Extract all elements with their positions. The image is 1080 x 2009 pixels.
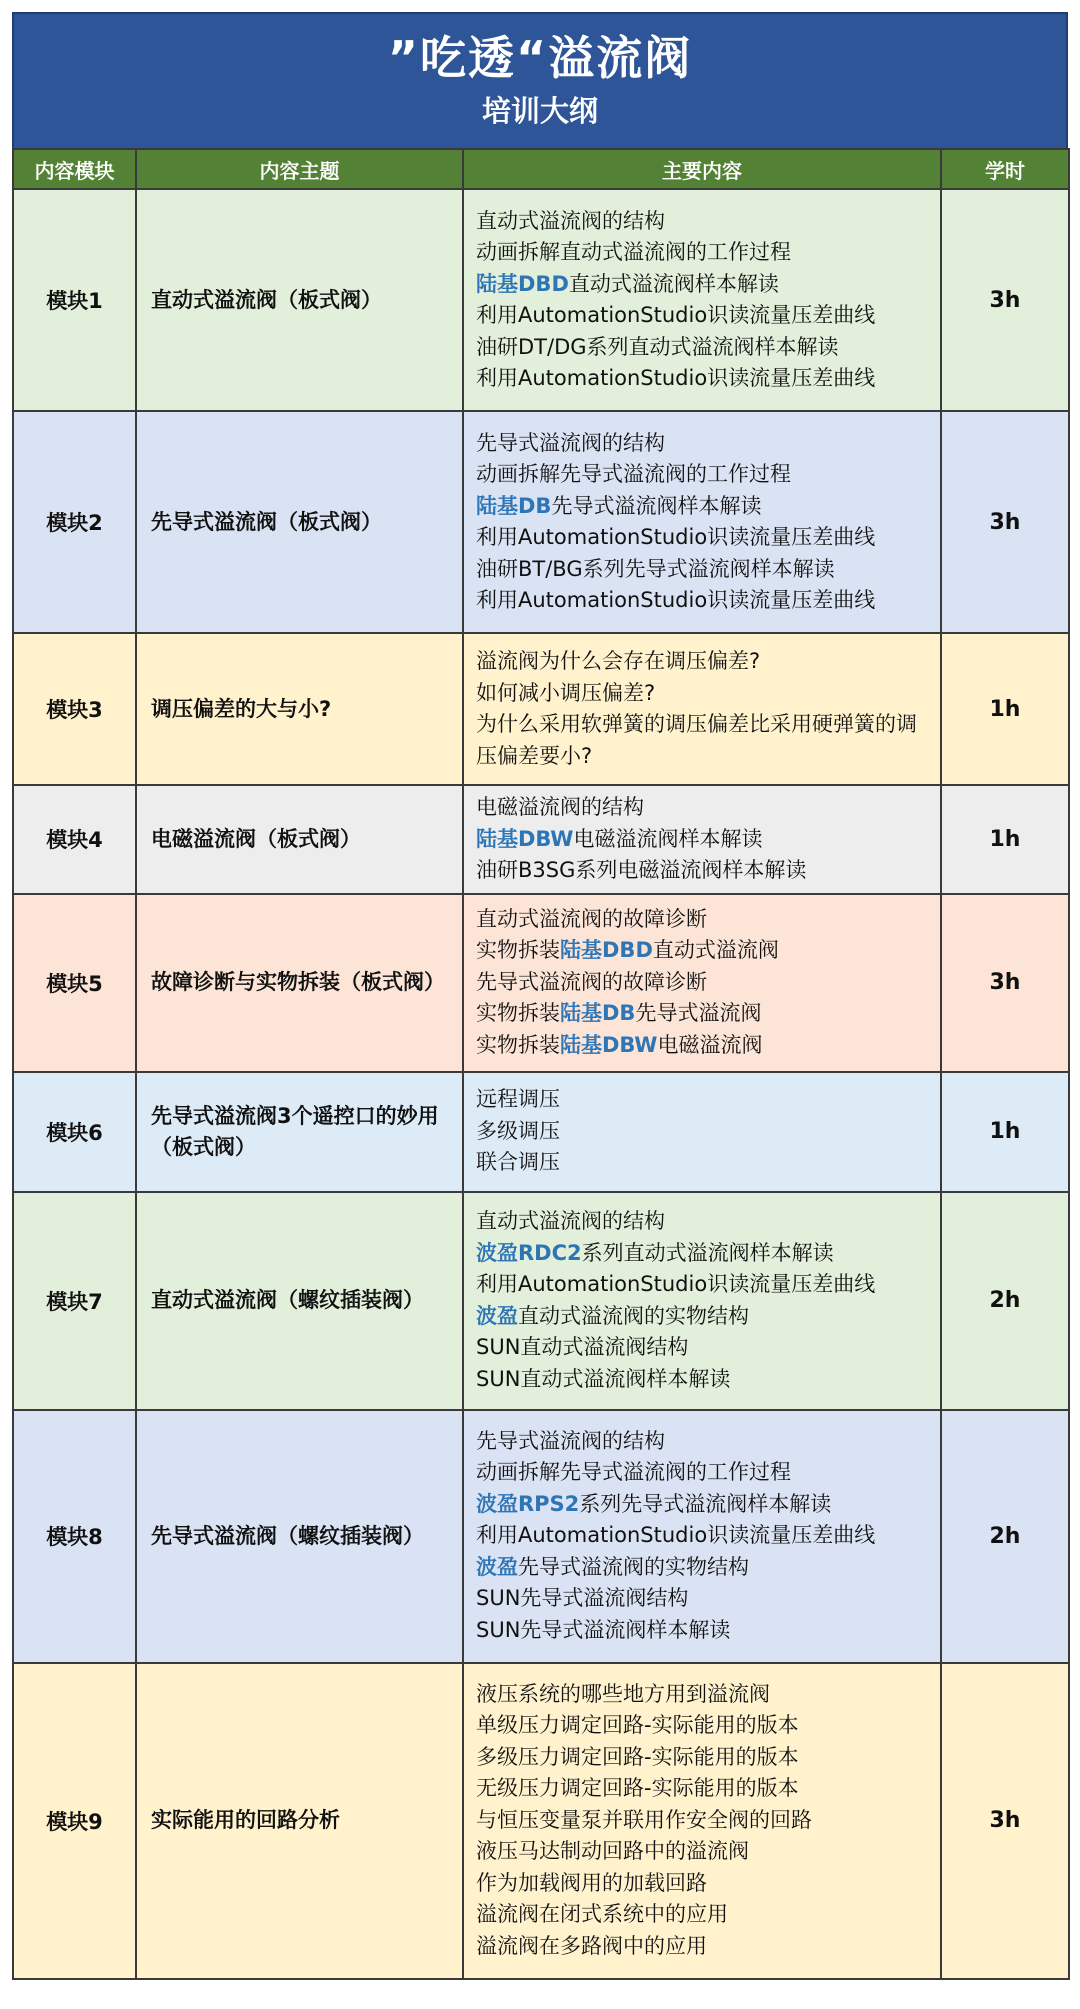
topic-cell: 直动式溢流阀（螺纹插装阀） [136,1192,463,1410]
hours-cell: 1h [941,1072,1069,1192]
hours-cell: 3h [941,189,1069,411]
content-line [476,1269,930,1301]
content-text: 利用AutomationStudio识读流量压差曲线 [476,588,876,612]
header-topic: 内容主题 [136,149,463,189]
content-cell [463,894,941,1072]
content-cell [463,189,941,411]
content-line [476,824,930,856]
content-text: 如何减小调压偏差? [476,680,656,705]
content-text: 溢流阀在闭式系统中的应用 [476,1902,728,1927]
highlighted-brand: 陆基DBD [560,938,653,963]
topic-cell: 实际能用的回路分析 [136,1663,463,1979]
highlighted-brand: 陆基DBW [560,1032,658,1057]
content-cell [463,411,941,633]
table-row [13,1072,1069,1192]
content-line [476,1457,930,1489]
content-cell [463,1663,941,1979]
content-line [476,1773,930,1805]
content-line [476,1679,930,1711]
hours-cell: 3h [941,1663,1069,1979]
content-text: 实物拆装 [476,1001,560,1026]
hours-cell: 1h [941,785,1069,894]
content-text: 直动式溢流阀的结构 [476,1209,665,1233]
content-text: 溢流阀在多路阀中的应用 [476,1933,707,1958]
content-line [476,1583,930,1615]
content-cell [463,785,941,894]
topic-cell: 故障诊断与实物拆装（板式阀） [136,894,463,1072]
content-line [476,1116,930,1148]
title-banner [12,12,1068,148]
content-cell [463,1410,941,1663]
content-line [476,1742,930,1774]
hours-cell: 2h [941,1192,1069,1410]
content-line [476,998,930,1030]
header-module: 内容模块 [13,149,136,189]
content-text: 作为加载阀用的加载回路 [476,1870,707,1895]
hours-cell: 3h [941,894,1069,1072]
content-text: 直动式溢流阀的实物结构 [518,1303,749,1328]
highlighted-brand: 陆基DBD [476,271,569,296]
content-line [476,1868,930,1900]
content-cell [463,633,941,785]
table-row [13,1192,1069,1410]
content-line [476,646,930,678]
content-text: 先导式溢流阀 [635,1001,762,1026]
content-line [476,206,930,238]
content-text: 无级压力调定回路-实际能用的版本 [476,1776,799,1801]
page-subtitle: 培训大纲 [481,94,598,128]
content-cell [463,1192,941,1410]
content-text: SUN先导式溢流阀结构 [476,1586,689,1611]
content-line [476,459,930,491]
content-cell [463,1072,941,1192]
content-line [476,332,930,364]
module-cell: 模块2 [13,411,136,633]
table-row [13,633,1069,785]
module-cell: 模块4 [13,785,136,894]
content-line [476,1364,930,1396]
content-text: 液压马达制动回路中的溢流阀 [476,1839,749,1864]
content-text: 为什么采用软弹簧的调压偏差比采用硬弹簧的调压偏差要小? [476,712,917,768]
content-line [476,1552,930,1584]
topic-cell: 调压偏差的大与小? [136,633,463,785]
hours-cell: 3h [941,411,1069,633]
content-text: 实物拆装 [476,1032,560,1057]
content-text: 溢流阀为什么会存在调压偏差? [476,649,761,673]
highlighted-brand: 陆基DBW [476,826,574,851]
topic-cell: 直动式溢流阀（板式阀） [136,189,463,411]
content-line [476,967,930,999]
content-text: 液压系统的哪些地方用到溢流阀 [476,1681,770,1706]
content-line [476,1301,930,1333]
content-text: SUN先导式溢流阀样本解读 [476,1617,731,1642]
content-text: 油研B3SG系列电磁溢流阀样本解读 [476,858,807,882]
content-line [476,1238,930,1270]
content-text: 系列先导式溢流阀样本解读 [579,1491,832,1516]
content-line [476,678,930,710]
table-row [13,1663,1069,1979]
content-text: 与恒压变量泵并联用作安全阀的回路 [476,1807,812,1832]
content-line [476,363,930,395]
module-cell: 模块3 [13,633,136,785]
outline-sheet [12,12,1068,1980]
highlighted-brand: 陆基DB [476,493,552,518]
content-text: 系列直动式溢流阀样本解读 [581,1240,834,1265]
content-text: 利用AutomationStudio识读流量压差曲线 [476,525,876,549]
table-row [13,411,1069,633]
topic-cell: 先导式溢流阀（板式阀） [136,411,463,633]
content-line [476,1899,930,1931]
content-text: 电磁溢流阀 [657,1032,763,1057]
content-text: 先导式溢流阀的结构 [476,430,665,455]
content-line [476,1147,930,1179]
table-row [13,894,1069,1072]
content-line [476,237,930,269]
content-line [476,1489,930,1521]
content-line [476,554,930,586]
content-line [476,1030,930,1062]
module-cell: 模块5 [13,894,136,1072]
content-line [476,300,930,332]
content-line [476,1084,930,1116]
content-line [476,935,930,967]
content-line [476,585,930,617]
content-text: 直动式溢流阀样本解读 [568,271,779,296]
highlighted-brand: 波盈RPS2 [476,1491,580,1516]
highlighted-brand: 波盈 [476,1303,518,1328]
content-text: 直动式溢流阀的结构 [476,208,665,233]
content-text: 直动式溢流阀的故障诊断 [476,906,707,931]
content-text: SUN直动式溢流阀结构 [476,1335,689,1359]
content-line [476,428,930,460]
content-line [476,491,930,523]
content-text: 油研BT/BG系列先导式溢流阀样本解读 [476,556,835,581]
content-line [476,1206,930,1238]
content-text: 动画拆解先导式溢流阀的工作过程 [476,1460,791,1485]
content-text: 先导式溢流阀的结构 [476,1428,665,1453]
content-text: 实物拆装 [476,938,560,963]
highlighted-brand: 陆基DB [560,1001,636,1026]
content-line [476,1836,930,1868]
header-hours: 学时 [941,149,1069,189]
header-content: 主要内容 [463,149,941,189]
content-text: 动画拆解先导式溢流阀的工作过程 [476,462,791,486]
content-line [476,904,930,936]
content-line [476,1805,930,1837]
hours-cell: 2h [941,1410,1069,1663]
content-text: 利用AutomationStudio识读流量压差曲线 [476,1272,876,1296]
content-line [476,709,930,772]
module-cell: 模块1 [13,189,136,411]
content-text: 油研DT/DG系列直动式溢流阀样本解读 [476,334,839,359]
content-text: 先导式溢流阀的实物结构 [518,1554,749,1579]
highlighted-brand: 波盈RDC2 [476,1240,582,1265]
outline-table [12,148,1070,1980]
module-cell: 模块7 [13,1192,136,1410]
content-line [476,269,930,301]
table-row [13,785,1069,894]
topic-cell: 先导式溢流阀（螺纹插装阀） [136,1410,463,1663]
table-row [13,1410,1069,1663]
module-cell: 模块6 [13,1072,136,1192]
content-text: 利用AutomationStudio识读流量压差曲线 [476,366,876,390]
content-line [476,855,930,887]
topic-cell: 先导式溢流阀3个遥控口的妙用（板式阀） [136,1072,463,1192]
content-line [476,1332,930,1364]
content-line [476,1710,930,1742]
topic-cell: 电磁溢流阀（板式阀） [136,785,463,894]
content-text: 电磁溢流阀样本解读 [573,826,763,851]
content-text: 直动式溢流阀 [652,938,779,963]
content-line [476,1615,930,1647]
content-line [476,1931,930,1963]
content-text: 电磁溢流阀的结构 [476,795,644,819]
table-row [13,189,1069,411]
content-line [476,1520,930,1552]
table-header-row [13,149,1069,189]
content-line [476,792,930,824]
content-text: SUN直动式溢流阀样本解读 [476,1366,731,1391]
content-text: 多级调压 [476,1118,560,1143]
content-text: 动画拆解直动式溢流阀的工作过程 [476,240,791,264]
content-text: 远程调压 [476,1087,560,1112]
page-title: ”吃透“溢流阀 [387,31,693,85]
content-line [476,1426,930,1458]
module-cell: 模块9 [13,1663,136,1979]
content-line [476,522,930,554]
module-cell: 模块8 [13,1410,136,1663]
content-text: 利用AutomationStudio识读流量压差曲线 [476,303,876,327]
hours-cell: 1h [941,633,1069,785]
content-text: 先导式溢流阀样本解读 [551,493,762,518]
content-text: 利用AutomationStudio识读流量压差曲线 [476,1523,876,1548]
highlighted-brand: 波盈 [476,1554,518,1579]
content-text: 多级压力调定回路-实际能用的版本 [476,1744,799,1769]
content-text: 联合调压 [476,1150,560,1175]
content-text: 先导式溢流阀的故障诊断 [476,969,707,994]
content-text: 单级压力调定回路-实际能用的版本 [476,1713,799,1738]
